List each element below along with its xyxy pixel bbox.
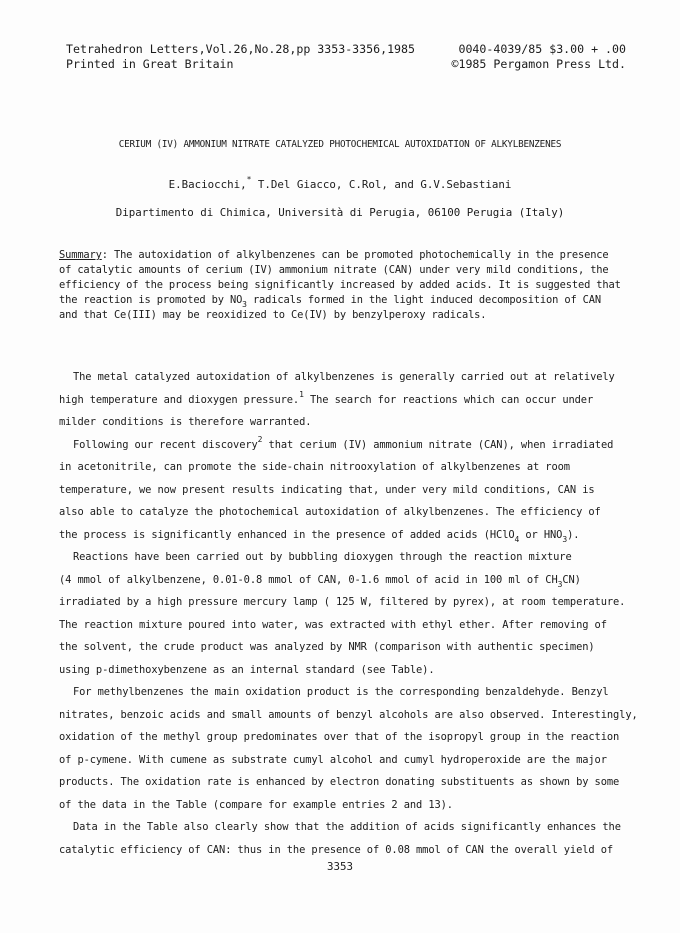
body-line [59,569,625,592]
summary-line [59,248,619,263]
summary-label: Summary [59,249,102,261]
subscript: 3 [557,579,563,589]
body-line: For methylbenzenes the main oxidation product is the corresponding benzaldehyde. Benzyl [73,686,609,698]
page-number: 3353 [326,860,353,873]
article-title: CERIUM (IV) AMMONIUM NITRATE CATALYZED PHOTOCHEMICAL AUTOXIDATION OF ALKYLBENZENES [118,139,562,150]
body-text: (4 mmol of alkylbenzene, 0.01-0.8 mmol of CAN, 0-1.6 mmol of acid in 100 ml of CH [59,573,558,586]
body-line: of p-cymene. With cumene as substrate cumyl alcohol and cumyl hydroperoxide are the major [59,753,607,766]
author-rest: T.Del Giacco, C.Rol, and G.V.Sebastiani [251,178,512,191]
body-line: using p-dimethoxybenzene as an internal standard (see Table). [59,663,435,676]
body-text: high temperature and dioxygen pressure. [59,393,300,406]
body-line: oxidation of the methyl group predominates over that of the isopropyl group in the reaction [59,731,620,743]
body-text: that cerium (IV) ammonium nitrate (CAN), when irradiated [262,438,614,451]
body-line [59,434,625,457]
body-text: CN) [562,573,581,586]
summary-text: radicals formed in the light induced decomposition of CAN [246,294,601,306]
body-line: in acetonitrile, can promote the side-chain nitrooxylation of alkylbenzenes at room [59,461,570,473]
body-line: also able to catalyze the photochemical autoxidation of alkylbenzenes. The efficiency of [59,506,601,518]
author-list [0,175,680,191]
subscript: 3 [242,300,247,309]
body-line: temperature, we now present results indicating that, under very mild conditions, CAN is [59,483,595,496]
body-line: The metal catalyzed autoxidation of alkylbenzenes is generally carried out at relatively [73,371,615,383]
summary-text: : The autoxidation of alkylbenzenes can be promoted photochemically in the presence [101,249,609,261]
body-line: the solvent, the crude product was analyzed by NMR (comparison with authentic specimen) [59,641,595,653]
summary-line: of catalytic amounts of cerium (IV) ammonium nitrate (CAN) under very mild conditions, the [59,264,609,276]
article-body [59,366,638,861]
summary-line: efficiency of the process being significantly increased by added acids. It is suggested that [59,279,621,291]
body-line: Data in the Table also clearly show that the addition of acids significantly enhances the [73,821,621,833]
body-line: products. The oxidation rate is enhanced by electron donating substituents as shown by some [59,776,620,788]
body-text: the process is significantly enhanced in the presence of added acids (HClO [59,528,515,541]
body-line: milder conditions is therefore warranted. [59,416,312,428]
journal-header [66,42,626,72]
header-row-1 [66,42,626,57]
subscript: 4 [514,534,520,544]
body-text: The search for reactions which can occur under [303,393,594,406]
body-line [59,524,625,547]
journal-citation: Tetrahedron Letters,Vol.26,No.28,pp 3353-3356,1985 [66,42,416,56]
body-line: of the data in the Table (compare for example entries 2 and 13). [59,798,453,811]
summary-line: and that Ce(III) may be reoxidized to Ce(IV) by benzylperoxy radicals. [59,309,487,321]
copyright-notice: ©1985 Pergamon Press Ltd. [451,57,626,71]
issn-price: 0040-4039/85 $3.00 + .00 [458,42,626,56]
body-line: nitrates, benzoic acids and small amounts of benzyl alcohols are also observed. Interestingly, [59,708,638,721]
printed-in: Printed in Great Britain [66,57,234,71]
summary-line [59,293,619,308]
affiliation: Dipartimento di Chimica, Università di Perugia, 06100 Perugia (Italy) [115,206,565,219]
body-line: Reactions have been carried out by bubbling dioxygen through the reaction mixture [73,551,572,563]
body-text: or HNO [519,528,563,541]
body-line [59,389,625,412]
author-lead: E.Baciocchi, [168,178,247,191]
body-text: ). [567,528,580,541]
reference-mark: 2 [257,434,263,444]
summary-text: the reaction is promoted by NO [59,294,243,306]
reference-mark: 1 [299,389,304,399]
body-text: Following our recent discovery [73,438,258,451]
subscript: 3 [562,534,568,544]
body-line: The reaction mixture poured into water, was extracted with ethyl ether. After removing of [59,618,607,631]
body-line: irradiated by a high pressure mercury lamp ( 125 W, filtered by pyrex), at room temperature. [59,596,626,608]
corresponding-author-mark: * [246,175,252,184]
header-row-2 [66,57,626,72]
summary-block [59,248,619,323]
body-line: catalytic efficiency of CAN: thus in the presence of 0.08 mmol of CAN the overall yield of [59,843,614,856]
